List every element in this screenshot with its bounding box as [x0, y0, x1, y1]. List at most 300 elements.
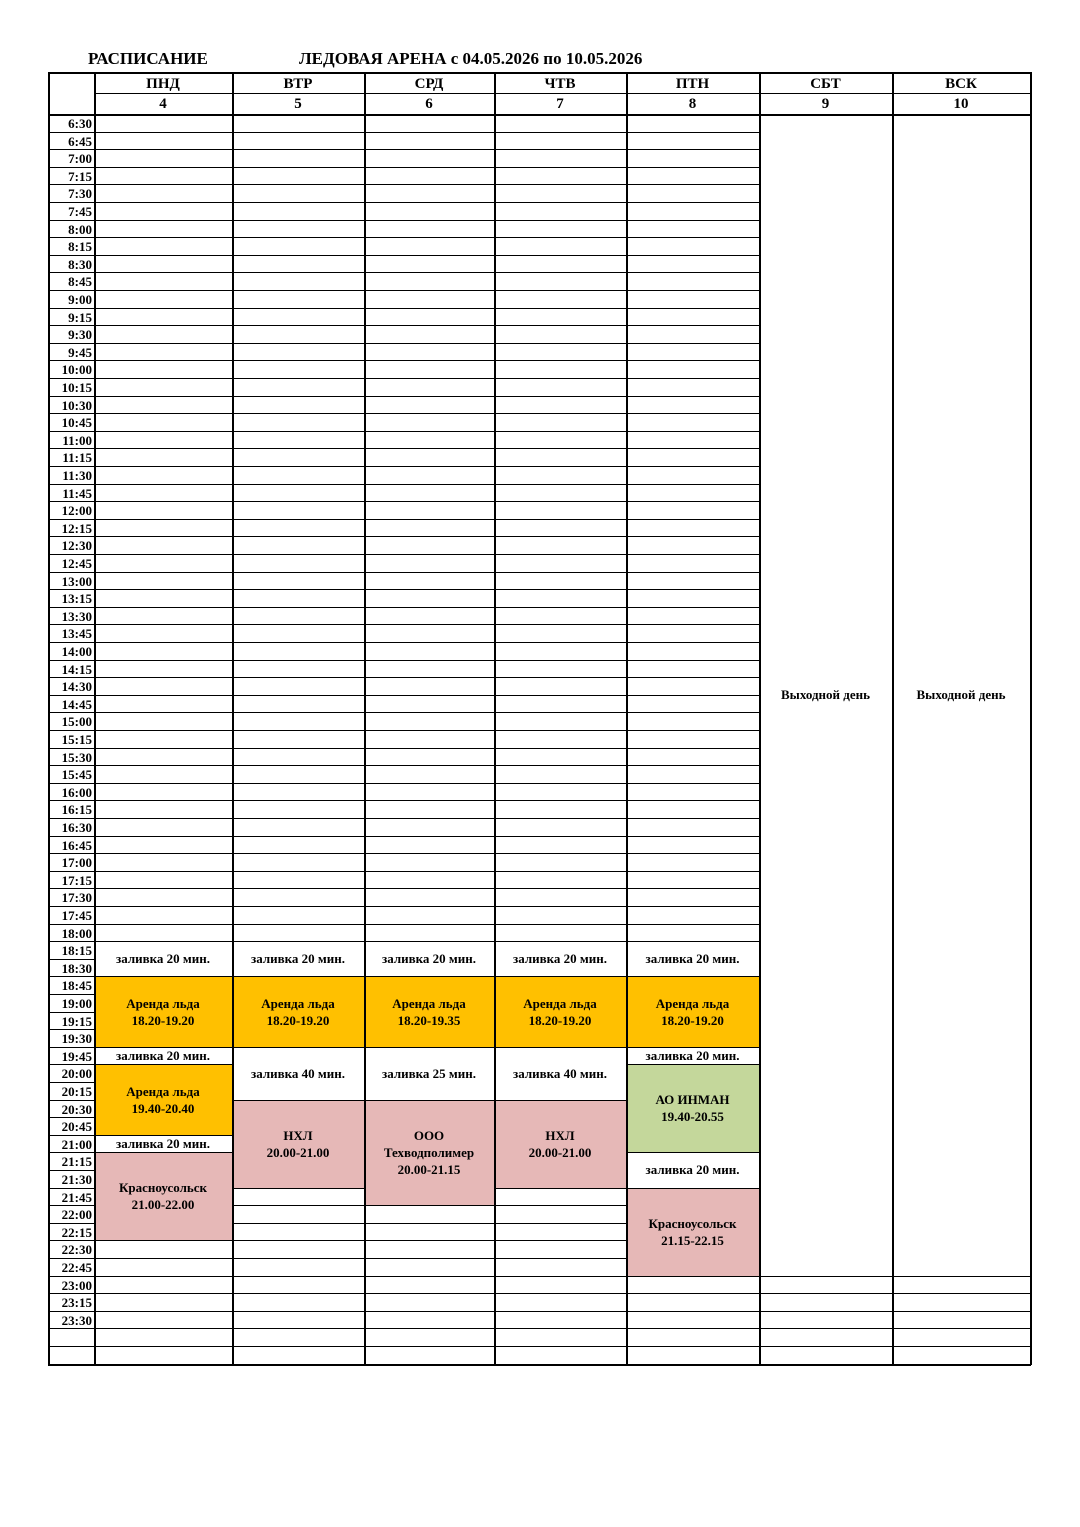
booking-text: заливка 40 мин.	[512, 1065, 608, 1081]
row-line	[232, 783, 365, 784]
time-label: 12:45	[61, 556, 92, 571]
row-line	[626, 1047, 760, 1048]
row-line	[364, 360, 495, 361]
row-line	[94, 149, 233, 150]
row-line	[494, 853, 627, 854]
column-line	[1030, 72, 1032, 1365]
row-line	[494, 1240, 627, 1241]
row-line	[494, 1188, 627, 1189]
booking-text: Выходной день	[781, 687, 870, 703]
row-line	[232, 765, 365, 766]
schedule-note[interactable]	[364, 1047, 494, 1100]
time-label: 21:45	[61, 1189, 92, 1205]
row-line	[494, 1205, 627, 1206]
schedule-note[interactable]	[626, 1152, 759, 1187]
booking-text: ООО Техводполимер 20.00-21.15	[383, 1127, 475, 1177]
row-line	[626, 976, 760, 977]
row-line	[626, 871, 760, 872]
row-line	[232, 290, 365, 291]
row-line	[364, 290, 495, 291]
row-line	[232, 624, 365, 625]
row-line	[94, 888, 233, 889]
row-line	[364, 1346, 495, 1347]
row-line	[494, 624, 627, 625]
row-line	[94, 642, 233, 643]
time-label: 13:45	[61, 626, 92, 642]
row-line	[892, 1311, 1031, 1312]
day-name-header: ЧТВ	[544, 76, 576, 92]
row-line	[232, 1328, 365, 1329]
row-line	[364, 413, 495, 414]
row-line	[494, 484, 627, 485]
row-line	[494, 1223, 627, 1224]
row-line	[494, 1047, 627, 1048]
day-date-header: 9	[821, 96, 830, 112]
row-line	[232, 1188, 365, 1189]
booking-block[interactable]	[364, 976, 494, 1046]
row-line	[364, 871, 495, 872]
row-line	[232, 818, 365, 819]
booking-block[interactable]	[626, 1188, 759, 1276]
row-line	[892, 1364, 1031, 1366]
row-line	[494, 607, 627, 608]
row-line	[494, 589, 627, 590]
row-line	[364, 396, 495, 397]
row-line	[626, 325, 760, 326]
row-line	[94, 343, 233, 344]
row-line	[626, 132, 760, 133]
row-line	[232, 167, 365, 168]
booking-block[interactable]	[626, 1064, 759, 1152]
row-line	[232, 237, 365, 238]
row-line	[494, 1328, 627, 1329]
row-line	[626, 730, 760, 731]
row-line	[626, 396, 760, 397]
row-line	[364, 466, 495, 467]
booking-text: Выходной день	[916, 687, 1006, 703]
row-line	[364, 730, 495, 731]
row-line	[94, 783, 233, 784]
row-line	[232, 1364, 365, 1366]
row-line	[94, 202, 233, 203]
row-line	[232, 272, 365, 273]
row-line	[494, 976, 627, 977]
row-line	[494, 695, 627, 696]
day-date-header: 8	[688, 96, 697, 112]
row-line	[232, 325, 365, 326]
row-line	[364, 237, 495, 238]
time-label: 11:15	[62, 450, 92, 466]
booking-block[interactable]	[232, 976, 364, 1046]
row-line	[626, 783, 760, 784]
row-line	[364, 765, 495, 766]
row-line	[626, 413, 760, 414]
row-line	[232, 589, 365, 590]
row-line	[94, 941, 233, 942]
row-line	[626, 1152, 760, 1153]
row-line	[94, 677, 233, 678]
time-label: 10:15	[61, 380, 92, 395]
row-line	[94, 607, 233, 608]
row-line	[364, 642, 495, 643]
schedule-note[interactable]	[94, 1047, 232, 1065]
row-line	[94, 378, 233, 379]
row-line	[232, 132, 365, 133]
row-line	[232, 1276, 365, 1277]
row-line	[232, 1346, 365, 1347]
row-line	[626, 360, 760, 361]
time-label: 16:30	[61, 820, 92, 835]
row-line	[364, 272, 495, 273]
row-line	[626, 167, 760, 168]
row-line	[364, 1364, 495, 1366]
row-line	[626, 1346, 760, 1347]
time-label: 18:15	[61, 943, 92, 959]
row-line	[94, 484, 233, 485]
row-line	[232, 924, 365, 925]
time-label: 17:00	[61, 855, 92, 871]
booking-block[interactable]	[364, 1100, 494, 1206]
column-line	[94, 72, 96, 1365]
row-line	[94, 748, 233, 749]
time-label: 22:00	[61, 1207, 92, 1223]
row-line	[759, 1276, 893, 1277]
row-line	[494, 167, 627, 168]
booking-block[interactable]	[626, 976, 759, 1046]
time-label: 9:15	[68, 309, 92, 325]
time-label: 17:45	[61, 908, 92, 923]
row-line	[626, 818, 760, 819]
column-line	[364, 72, 366, 1365]
day-date-header: 6	[425, 96, 433, 112]
row-line	[232, 871, 365, 872]
row-line	[626, 836, 760, 837]
row-line	[94, 519, 233, 520]
row-line	[626, 184, 760, 185]
booking-block[interactable]	[94, 1152, 232, 1240]
booking-text: Красноусольск 21.00-22.00	[118, 1180, 208, 1213]
row-line	[94, 536, 233, 537]
schedule-note[interactable]	[626, 1047, 759, 1065]
time-label: 10:30	[61, 397, 92, 413]
booking-block[interactable]	[232, 1100, 364, 1188]
row-line	[232, 642, 365, 643]
schedule-note[interactable]	[626, 941, 759, 976]
row-line	[232, 308, 365, 309]
time-label: 7:15	[68, 168, 92, 184]
row-line	[232, 220, 365, 221]
row-line	[494, 836, 627, 837]
row-line	[232, 396, 365, 397]
row-line	[759, 1328, 893, 1329]
row-line	[94, 1135, 233, 1136]
row-line	[232, 712, 365, 713]
row-line	[94, 448, 233, 449]
time-label: 6:30	[68, 116, 92, 131]
row-line	[232, 360, 365, 361]
row-line	[494, 712, 627, 713]
row-line	[494, 660, 627, 661]
row-line	[494, 184, 627, 185]
row-line	[94, 1328, 233, 1329]
row-line	[232, 1240, 365, 1241]
row-line	[232, 836, 365, 837]
time-label: 17:15	[61, 872, 92, 888]
row-line	[494, 290, 627, 291]
time-label: 11:45	[62, 485, 92, 501]
schedule-note[interactable]	[759, 114, 892, 1276]
row-line	[494, 1346, 627, 1347]
row-line	[232, 1258, 365, 1259]
row-line	[364, 572, 495, 573]
row-line	[626, 202, 760, 203]
row-line	[626, 378, 760, 379]
booking-block[interactable]	[494, 976, 626, 1046]
row-line	[94, 308, 233, 309]
row-line	[232, 1205, 365, 1206]
booking-text: заливка 20 мин.	[645, 1048, 740, 1064]
row-line	[94, 871, 233, 872]
time-label: 8:30	[68, 256, 92, 272]
row-line	[232, 378, 365, 379]
row-line	[364, 941, 495, 942]
row-line	[94, 501, 233, 502]
row-line	[94, 1064, 233, 1065]
time-label: 11:00	[62, 432, 92, 448]
row-line	[494, 272, 627, 273]
row-line	[94, 765, 233, 766]
row-line	[892, 1276, 1031, 1277]
row-line	[232, 413, 365, 414]
row-line	[94, 132, 233, 133]
row-line	[626, 660, 760, 661]
row-line	[626, 1364, 760, 1366]
day-date-header: 7	[556, 96, 564, 112]
row-line	[364, 695, 495, 696]
row-line	[364, 1311, 495, 1312]
row-line	[48, 1364, 94, 1366]
column-line	[626, 72, 628, 1365]
row-line	[364, 1223, 495, 1224]
row-line	[232, 343, 365, 344]
row-line	[626, 695, 760, 696]
booking-block[interactable]	[94, 976, 232, 1046]
schedule-note[interactable]	[364, 941, 494, 976]
row-line	[94, 624, 233, 625]
row-line	[364, 167, 495, 168]
time-label: 18:30	[61, 960, 92, 976]
row-line	[494, 308, 627, 309]
row-line	[232, 941, 365, 942]
row-line	[232, 1100, 365, 1101]
row-line	[494, 431, 627, 432]
row-line	[94, 730, 233, 731]
row-line	[494, 677, 627, 678]
row-line	[494, 888, 627, 889]
time-label: 7:45	[68, 204, 92, 219]
schedule-note[interactable]	[94, 1135, 232, 1153]
row-line	[232, 695, 365, 696]
row-line	[626, 431, 760, 432]
row-line	[494, 325, 627, 326]
row-line	[626, 308, 760, 309]
row-line	[364, 308, 495, 309]
row-line	[626, 501, 760, 502]
time-label: 8:15	[68, 239, 92, 255]
row-line	[364, 484, 495, 485]
row-line	[364, 536, 495, 537]
row-line	[494, 220, 627, 221]
schedule-note[interactable]	[94, 941, 232, 976]
row-line	[494, 1364, 627, 1366]
booking-text: заливка 20 мин.	[115, 1136, 211, 1152]
row-line	[232, 149, 365, 150]
time-label: 13:30	[61, 608, 92, 624]
row-line	[364, 184, 495, 185]
row-line	[626, 624, 760, 625]
row-line	[494, 765, 627, 766]
time-label: 16:00	[61, 784, 92, 800]
booking-text: Аренда льда 18.20-19.20	[523, 995, 597, 1028]
row-line	[94, 396, 233, 397]
row-line	[364, 624, 495, 625]
row-line	[94, 924, 233, 925]
row-line	[364, 431, 495, 432]
row-line	[364, 906, 495, 907]
row-line	[94, 572, 233, 573]
row-line	[494, 413, 627, 414]
booking-text: АО ИНМАН 19.40-20.55	[655, 1092, 730, 1125]
time-label: 7:30	[68, 186, 92, 202]
row-line	[494, 1311, 627, 1312]
row-line	[626, 237, 760, 238]
row-line	[364, 519, 495, 520]
row-line	[94, 466, 233, 467]
booking-text: заливка 25 мин.	[381, 1065, 477, 1081]
row-line	[626, 554, 760, 555]
row-line	[494, 396, 627, 397]
row-line	[626, 1188, 760, 1189]
row-line	[232, 448, 365, 449]
schedule-note[interactable]	[232, 941, 364, 976]
row-line	[94, 800, 233, 801]
row-line	[759, 1311, 893, 1312]
row-line	[232, 519, 365, 520]
row-line	[494, 202, 627, 203]
time-label: 10:45	[61, 415, 92, 431]
row-line	[626, 1276, 760, 1277]
row-line	[626, 448, 760, 449]
booking-text: Красноусольск 21.15-22.15	[648, 1215, 737, 1248]
row-line	[759, 1364, 893, 1366]
booking-text: Аренда льда 19.40-20.40	[126, 1083, 200, 1116]
row-line	[364, 783, 495, 784]
row-line	[364, 836, 495, 837]
day-name-header: ПТН	[675, 76, 710, 92]
booking-text: заливка 40 мин.	[250, 1065, 346, 1081]
time-label: 10:00	[61, 362, 92, 378]
time-label: 14:15	[61, 661, 92, 677]
time-label: 15:15	[61, 732, 92, 747]
row-line	[364, 325, 495, 326]
time-label: 18:00	[61, 925, 92, 941]
row-line	[626, 765, 760, 766]
schedule-note[interactable]	[892, 114, 1030, 1276]
row-line	[232, 501, 365, 502]
day-name-header: ВСК	[945, 76, 977, 92]
row-line	[94, 167, 233, 168]
day-name-header: ВТР	[283, 76, 313, 92]
booking-text: заливка 20 мин.	[115, 1048, 211, 1064]
row-line	[626, 1293, 760, 1294]
booking-block[interactable]	[94, 1064, 232, 1134]
row-line	[232, 888, 365, 889]
row-line	[494, 343, 627, 344]
row-line	[94, 413, 233, 414]
time-label: 17:30	[61, 890, 92, 906]
row-line	[494, 132, 627, 133]
row-line	[364, 1047, 495, 1048]
time-label: 20:45	[61, 1119, 92, 1135]
time-label: 23:30	[61, 1312, 92, 1328]
row-line	[759, 1293, 893, 1294]
row-line	[364, 976, 495, 977]
time-label: 22:15	[61, 1224, 92, 1240]
row-line	[626, 712, 760, 713]
row-line	[94, 1346, 233, 1347]
row-line	[626, 1328, 760, 1329]
booking-text: заливка 20 мин.	[115, 951, 211, 967]
time-label: 20:30	[61, 1101, 92, 1117]
booking-block[interactable]	[494, 1100, 626, 1188]
column-line	[892, 72, 894, 1365]
row-line	[494, 941, 627, 942]
row-line	[494, 906, 627, 907]
row-line	[494, 448, 627, 449]
time-label: 16:45	[61, 837, 92, 853]
time-label: 12:30	[61, 538, 92, 554]
time-label: 20:15	[61, 1084, 92, 1099]
row-line	[232, 572, 365, 573]
time-label: 19:30	[61, 1031, 92, 1047]
schedule-note[interactable]	[232, 1047, 364, 1100]
row-line	[232, 484, 365, 485]
row-line	[494, 783, 627, 784]
booking-text: заливка 20 мин.	[512, 951, 608, 967]
time-label: 6:45	[68, 133, 92, 149]
row-line	[494, 924, 627, 925]
time-label: 23:15	[61, 1295, 92, 1311]
row-line	[232, 660, 365, 661]
day-name-header: ПНД	[146, 76, 180, 92]
row-line	[494, 1293, 627, 1294]
row-line	[364, 1205, 495, 1206]
schedule-note[interactable]	[494, 1047, 626, 1100]
schedule-note[interactable]	[494, 941, 626, 976]
time-label: 21:00	[61, 1136, 92, 1152]
row-line	[232, 466, 365, 467]
row-line	[94, 184, 233, 185]
row-line	[494, 1258, 627, 1259]
row-line	[626, 1064, 760, 1065]
row-line	[94, 712, 233, 713]
row-line	[94, 818, 233, 819]
row-line	[626, 572, 760, 573]
row-line	[494, 871, 627, 872]
row-line	[232, 607, 365, 608]
time-label: 14:00	[61, 644, 92, 659]
row-line	[94, 1047, 233, 1048]
